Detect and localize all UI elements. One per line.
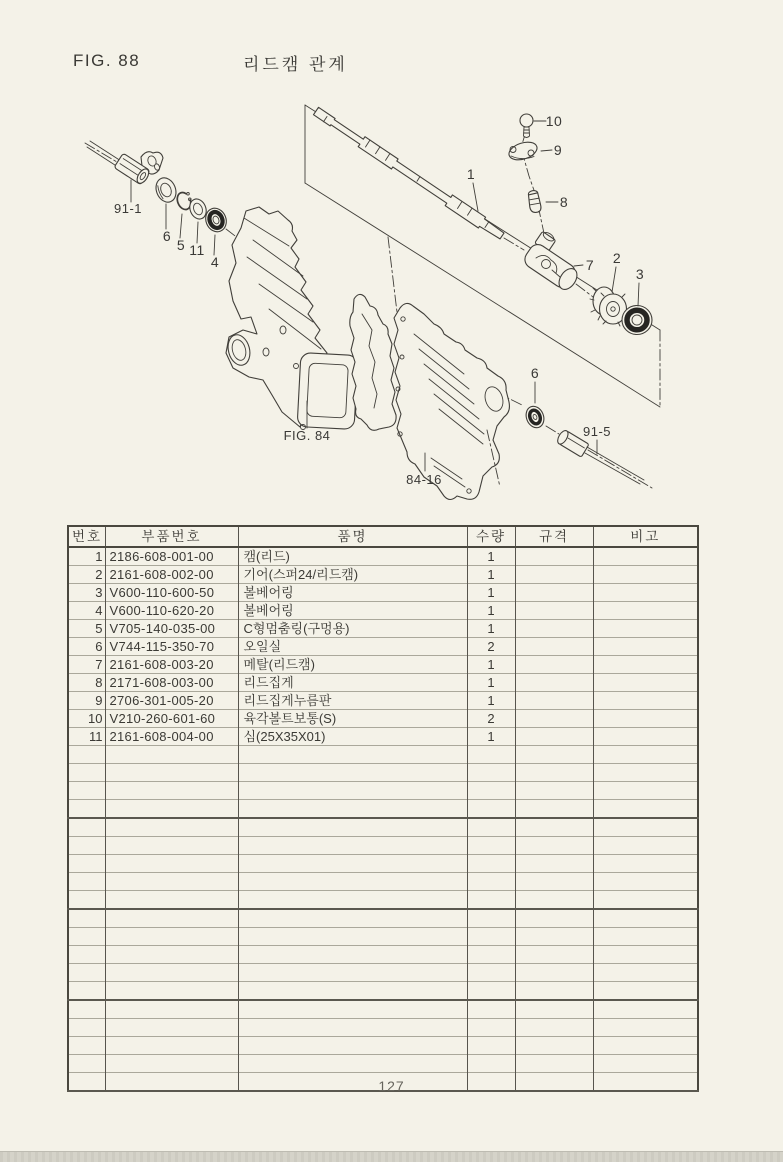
callout-91-5: 91-5 xyxy=(582,424,612,439)
table-cell-no: 3 xyxy=(68,584,105,602)
empty-table-row xyxy=(68,873,698,891)
table-cell-note xyxy=(593,547,698,566)
empty-table-cell xyxy=(593,1000,698,1019)
part-bolt xyxy=(520,114,533,138)
table-cell-name: 심(25X35X01) xyxy=(238,728,467,746)
part-91-1 xyxy=(87,141,163,186)
empty-table-cell xyxy=(593,837,698,855)
table-cell-spec xyxy=(515,692,593,710)
empty-table-cell xyxy=(68,746,105,764)
table-cell-spec xyxy=(515,710,593,728)
callout-9: 9 xyxy=(553,142,563,158)
table-cell-part_no: V600-110-600-50 xyxy=(105,584,238,602)
callout-6-right: 6 xyxy=(530,365,540,381)
table-row xyxy=(68,674,698,692)
empty-table-row xyxy=(68,782,698,800)
empty-table-cell xyxy=(68,873,105,891)
empty-table-cell xyxy=(593,764,698,782)
table-cell-note xyxy=(593,584,698,602)
table-cell-part_no: 2706-301-005-20 xyxy=(105,692,238,710)
empty-table-cell xyxy=(467,818,515,837)
table-cell-qty: 1 xyxy=(467,674,515,692)
empty-table-cell xyxy=(105,837,238,855)
empty-table-row xyxy=(68,964,698,982)
part-oil-seal-left xyxy=(153,175,180,205)
table-cell-name: 메탈(리드캠) xyxy=(238,656,467,674)
empty-table-cell xyxy=(593,746,698,764)
table-cell-name: 볼베어링 xyxy=(238,602,467,620)
table-cell-note xyxy=(593,638,698,656)
empty-table-cell xyxy=(515,818,593,837)
table-cell-note xyxy=(593,602,698,620)
empty-table-row xyxy=(68,928,698,946)
callout-fig-84: FIG. 84 xyxy=(283,428,331,443)
empty-table-cell xyxy=(515,855,593,873)
table-cell-no: 10 xyxy=(68,710,105,728)
table-cell-spec xyxy=(515,638,593,656)
empty-table-cell xyxy=(593,818,698,837)
empty-table-cell xyxy=(105,1055,238,1073)
table-row xyxy=(68,547,698,566)
table-cell-part_no: V705-140-035-00 xyxy=(105,620,238,638)
table-cell-no: 8 xyxy=(68,674,105,692)
table-cell-qty: 1 xyxy=(467,656,515,674)
empty-table-row xyxy=(68,1019,698,1037)
table-cell-part_no: V210-260-601-60 xyxy=(105,710,238,728)
table-cell-part_no: 2161-608-003-20 xyxy=(105,656,238,674)
col-header-note: 비고 xyxy=(593,526,698,547)
callout-7: 7 xyxy=(585,257,595,273)
col-header-part: 부품번호 xyxy=(105,526,238,547)
empty-table-cell xyxy=(238,746,467,764)
table-cell-qty: 1 xyxy=(467,620,515,638)
empty-table-cell xyxy=(593,855,698,873)
empty-table-row xyxy=(68,891,698,910)
empty-table-cell xyxy=(515,764,593,782)
callout-10: 10 xyxy=(545,113,563,129)
empty-table-cell xyxy=(105,782,238,800)
empty-table-cell xyxy=(68,964,105,982)
empty-table-cell xyxy=(467,982,515,1001)
callout-8: 8 xyxy=(559,194,569,210)
table-cell-part_no: 2161-608-004-00 xyxy=(105,728,238,746)
empty-table-cell xyxy=(515,1019,593,1037)
empty-table-cell xyxy=(467,1037,515,1055)
empty-table-cell xyxy=(467,837,515,855)
empty-table-cell xyxy=(68,928,105,946)
empty-table-cell xyxy=(593,782,698,800)
empty-table-row xyxy=(68,746,698,764)
table-cell-no: 9 xyxy=(68,692,105,710)
callout-6-left: 6 xyxy=(162,228,172,244)
empty-table-cell xyxy=(467,873,515,891)
empty-table-cell xyxy=(68,782,105,800)
empty-table-cell xyxy=(593,800,698,819)
table-cell-note xyxy=(593,728,698,746)
empty-table-cell xyxy=(515,800,593,819)
empty-table-cell xyxy=(467,1055,515,1073)
empty-table-cell xyxy=(105,982,238,1001)
table-cell-part_no: 2171-608-003-00 xyxy=(105,674,238,692)
table-cell-spec xyxy=(515,674,593,692)
table-cell-part_no: V744-115-350-70 xyxy=(105,638,238,656)
table-cell-spec xyxy=(515,566,593,584)
empty-table-cell xyxy=(105,764,238,782)
table-cell-note xyxy=(593,620,698,638)
part-lead-holder xyxy=(527,190,542,214)
part-plate xyxy=(507,139,540,163)
empty-table-cell xyxy=(593,891,698,910)
empty-table-cell xyxy=(593,982,698,1001)
callout-84-16: 84-16 xyxy=(406,472,442,487)
empty-table-cell xyxy=(467,946,515,964)
table-cell-no: 7 xyxy=(68,656,105,674)
empty-table-cell xyxy=(68,764,105,782)
empty-table-cell xyxy=(515,982,593,1001)
empty-table-cell xyxy=(238,782,467,800)
table-cell-part_no: 2186-608-001-00 xyxy=(105,547,238,566)
empty-table-cell xyxy=(467,800,515,819)
empty-table-cell xyxy=(515,1037,593,1055)
callout-1: 1 xyxy=(466,166,476,182)
figure-number: FIG. 88 xyxy=(73,51,141,70)
empty-table-cell xyxy=(68,982,105,1001)
table-cell-no: 2 xyxy=(68,566,105,584)
empty-table-cell xyxy=(467,928,515,946)
table-cell-note xyxy=(593,710,698,728)
parts-table-body xyxy=(68,547,698,1091)
table-cell-name: 육각볼트보통(S) xyxy=(238,710,467,728)
table-cell-name: 볼베어링 xyxy=(238,584,467,602)
empty-table-cell xyxy=(68,909,105,928)
empty-table-cell xyxy=(238,946,467,964)
table-cell-no: 4 xyxy=(68,602,105,620)
table-cell-name: C형멈춤링(구멍용) xyxy=(238,620,467,638)
callout-4: 4 xyxy=(210,254,220,270)
table-cell-name: 기어(스퍼24/리드캠) xyxy=(238,566,467,584)
table-cell-no: 1 xyxy=(68,547,105,566)
empty-table-cell xyxy=(515,909,593,928)
empty-table-cell xyxy=(593,946,698,964)
table-row xyxy=(68,566,698,584)
callout-3: 3 xyxy=(635,266,645,282)
empty-table-row xyxy=(68,1037,698,1055)
empty-table-cell xyxy=(68,891,105,910)
callout-5: 5 xyxy=(176,237,186,253)
part-oil-seal-right xyxy=(523,404,547,431)
empty-table-row xyxy=(68,764,698,782)
empty-table-row xyxy=(68,800,698,819)
parts-table xyxy=(67,525,699,1092)
empty-table-cell xyxy=(238,800,467,819)
empty-table-cell xyxy=(238,909,467,928)
empty-table-cell xyxy=(515,746,593,764)
empty-table-cell xyxy=(238,818,467,837)
part-shaft xyxy=(314,107,505,239)
empty-table-cell xyxy=(105,746,238,764)
part-bearing-right xyxy=(622,306,652,335)
empty-table-cell xyxy=(68,1000,105,1019)
empty-table-cell xyxy=(105,855,238,873)
table-cell-no: 5 xyxy=(68,620,105,638)
empty-table-cell xyxy=(467,746,515,764)
table-cell-name: 오일실 xyxy=(238,638,467,656)
empty-table-cell xyxy=(467,964,515,982)
empty-table-cell xyxy=(515,946,593,964)
diagram-svg xyxy=(0,0,783,520)
empty-table-row xyxy=(68,818,698,837)
table-cell-name: 리드집게누름판 xyxy=(238,692,467,710)
empty-table-cell xyxy=(68,1037,105,1055)
table-cell-name: 캠(리드) xyxy=(238,547,467,566)
empty-table-cell xyxy=(105,891,238,910)
empty-table-row xyxy=(68,909,698,928)
table-cell-spec xyxy=(515,584,593,602)
table-row xyxy=(68,638,698,656)
table-cell-qty: 2 xyxy=(467,638,515,656)
empty-table-cell xyxy=(238,855,467,873)
callout-11: 11 xyxy=(189,242,205,258)
empty-table-cell xyxy=(238,982,467,1001)
table-row xyxy=(68,620,698,638)
table-cell-part_no: V600-110-620-20 xyxy=(105,602,238,620)
table-row xyxy=(68,602,698,620)
empty-table-cell xyxy=(68,800,105,819)
empty-table-cell xyxy=(593,964,698,982)
table-cell-no: 11 xyxy=(68,728,105,746)
table-cell-note xyxy=(593,656,698,674)
table-cell-spec xyxy=(515,620,593,638)
empty-table-row xyxy=(68,1000,698,1019)
empty-table-row xyxy=(68,855,698,873)
page-title: 리드캠 관계 xyxy=(243,55,348,74)
col-header-qty: 수량 xyxy=(467,526,515,547)
empty-table-cell xyxy=(238,928,467,946)
table-cell-name: 리드집게 xyxy=(238,674,467,692)
empty-table-row xyxy=(68,1055,698,1073)
table-cell-note xyxy=(593,566,698,584)
parts-table-header xyxy=(68,526,698,547)
empty-table-row xyxy=(68,946,698,964)
table-cell-spec xyxy=(515,656,593,674)
housing-gasket xyxy=(350,294,396,430)
table-cell-qty: 2 xyxy=(467,710,515,728)
empty-table-cell xyxy=(105,1019,238,1037)
empty-table-cell xyxy=(238,837,467,855)
empty-table-cell xyxy=(467,891,515,910)
empty-table-cell xyxy=(68,837,105,855)
scan-edge-artifact xyxy=(0,1151,783,1162)
table-cell-qty: 1 xyxy=(467,566,515,584)
exploded-diagram xyxy=(0,0,783,520)
empty-table-cell xyxy=(238,891,467,910)
table-cell-qty: 1 xyxy=(467,547,515,566)
empty-table-cell xyxy=(467,782,515,800)
empty-table-cell xyxy=(467,1000,515,1019)
empty-table-cell xyxy=(467,909,515,928)
empty-table-cell xyxy=(105,928,238,946)
empty-table-row xyxy=(68,982,698,1001)
empty-table-cell xyxy=(593,1037,698,1055)
table-cell-qty: 1 xyxy=(467,584,515,602)
callout-2: 2 xyxy=(612,250,622,266)
empty-table-cell xyxy=(68,855,105,873)
empty-table-cell xyxy=(105,1000,238,1019)
empty-table-row xyxy=(68,837,698,855)
empty-table-cell xyxy=(105,800,238,819)
empty-table-cell xyxy=(515,1000,593,1019)
empty-table-cell xyxy=(238,1037,467,1055)
table-cell-qty: 1 xyxy=(467,692,515,710)
col-header-name: 품명 xyxy=(238,526,467,547)
empty-table-cell xyxy=(467,1019,515,1037)
col-header-spec: 규격 xyxy=(515,526,593,547)
table-cell-note xyxy=(593,674,698,692)
empty-table-cell xyxy=(238,1000,467,1019)
empty-table-cell xyxy=(105,818,238,837)
empty-table-cell xyxy=(593,1019,698,1037)
empty-table-cell xyxy=(238,873,467,891)
callout-91-1: 91-1 xyxy=(113,201,143,216)
empty-table-cell xyxy=(515,873,593,891)
table-row xyxy=(68,656,698,674)
table-cell-spec xyxy=(515,547,593,566)
empty-table-cell xyxy=(105,873,238,891)
table-row xyxy=(68,584,698,602)
part-metal xyxy=(521,230,580,293)
table-row xyxy=(68,710,698,728)
empty-table-cell xyxy=(238,764,467,782)
col-header-no: 번호 xyxy=(68,526,105,547)
empty-table-cell xyxy=(515,782,593,800)
housing-left-case xyxy=(225,207,358,430)
table-cell-part_no: 2161-608-002-00 xyxy=(105,566,238,584)
table-cell-no: 6 xyxy=(68,638,105,656)
empty-table-cell xyxy=(593,909,698,928)
empty-table-cell xyxy=(238,1055,467,1073)
empty-table-cell xyxy=(593,873,698,891)
empty-table-cell xyxy=(515,928,593,946)
empty-table-cell xyxy=(105,1037,238,1055)
empty-table-cell xyxy=(105,909,238,928)
empty-table-cell xyxy=(68,818,105,837)
table-cell-qty: 1 xyxy=(467,728,515,746)
table-cell-note xyxy=(593,692,698,710)
empty-table-cell xyxy=(68,1055,105,1073)
empty-table-cell xyxy=(467,764,515,782)
empty-table-cell xyxy=(238,1019,467,1037)
empty-table-cell xyxy=(593,1055,698,1073)
page-number: 127 xyxy=(378,1078,405,1094)
table-row xyxy=(68,692,698,710)
housing-right-case xyxy=(394,303,509,499)
empty-table-cell xyxy=(467,855,515,873)
empty-table-cell xyxy=(515,891,593,910)
empty-table-cell xyxy=(238,964,467,982)
empty-table-cell xyxy=(105,964,238,982)
table-cell-spec xyxy=(515,728,593,746)
empty-table-cell xyxy=(515,964,593,982)
empty-table-cell xyxy=(68,1019,105,1037)
table-cell-qty: 1 xyxy=(467,602,515,620)
table-cell-spec xyxy=(515,602,593,620)
empty-table-cell xyxy=(515,1055,593,1073)
empty-table-cell xyxy=(515,837,593,855)
table-row xyxy=(68,728,698,746)
empty-table-cell xyxy=(105,946,238,964)
empty-table-cell xyxy=(68,946,105,964)
empty-table-cell xyxy=(593,928,698,946)
